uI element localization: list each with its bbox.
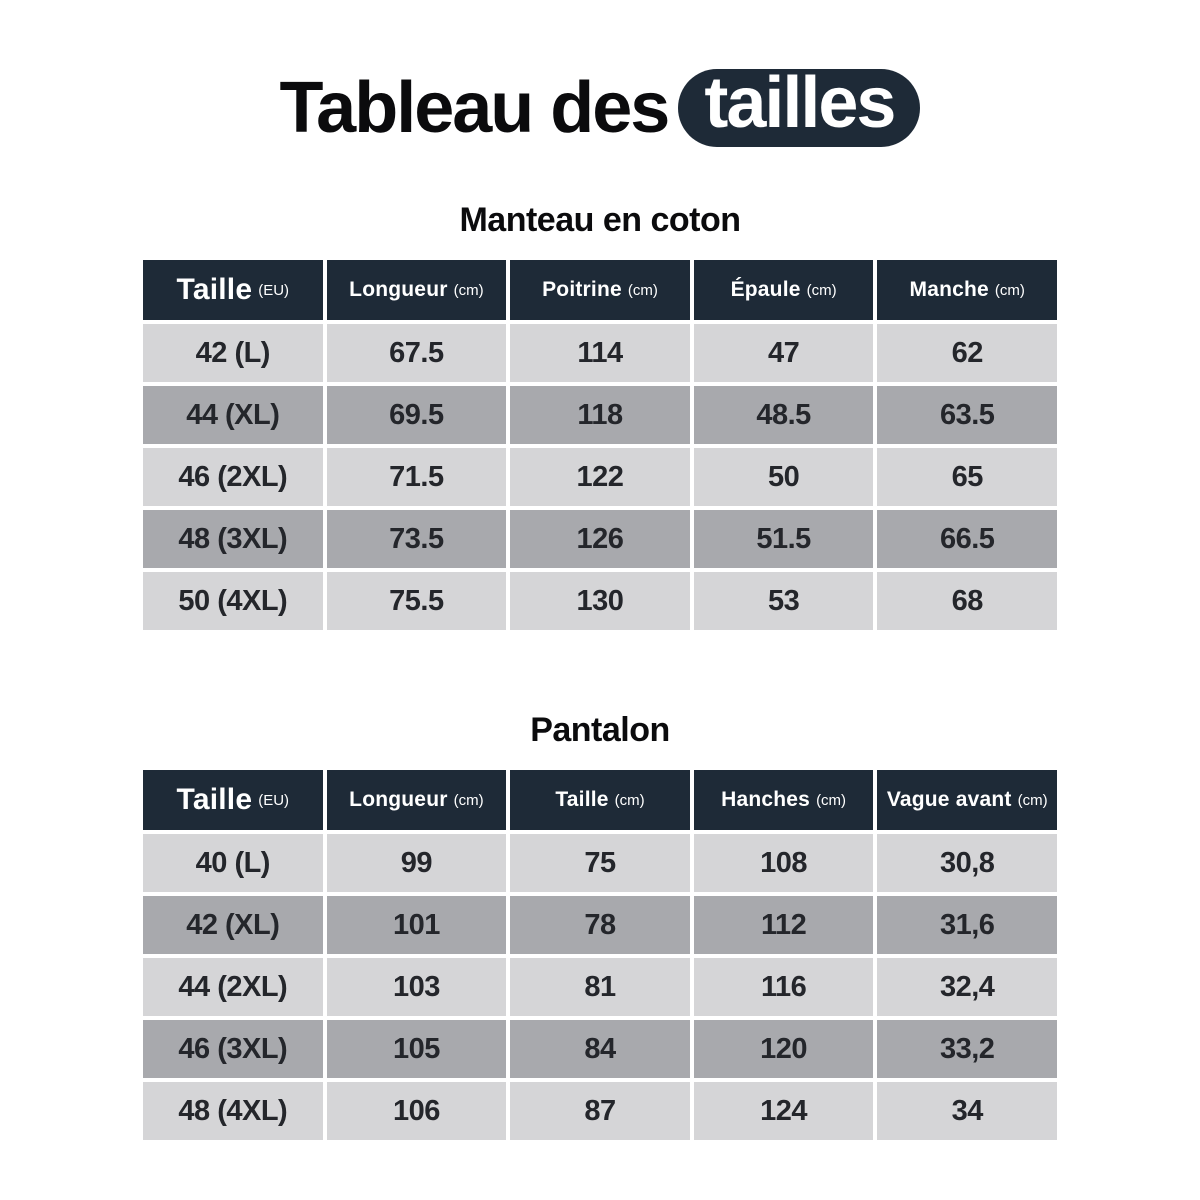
column-header-unit: (cm) — [614, 791, 645, 809]
column-header-label: Manche — [909, 278, 989, 301]
size-cell: 50 (4XL) — [143, 572, 323, 630]
column-header-hanches — [694, 770, 874, 830]
value-cell: 130 — [510, 572, 690, 630]
value-cell: 99 — [327, 834, 507, 892]
value-cell: 101 — [327, 896, 507, 954]
value-cell: 63.5 — [877, 386, 1057, 444]
value-cell: 84 — [510, 1020, 690, 1078]
section-coat — [143, 200, 1057, 630]
column-header-taille-cm — [510, 770, 690, 830]
value-cell: 106 — [327, 1082, 507, 1140]
value-cell: 112 — [694, 896, 874, 954]
value-cell: 118 — [510, 386, 690, 444]
value-cell: 31,6 — [877, 896, 1057, 954]
column-header-taille-eu — [143, 770, 323, 830]
column-header-label: Vague avant — [886, 788, 1012, 811]
value-cell: 69.5 — [327, 386, 507, 444]
column-header-unit: (cm) — [806, 281, 837, 299]
column-header-unit: (cm) — [627, 281, 658, 299]
size-cell: 46 (3XL) — [143, 1020, 323, 1078]
column-header-unit: (cm) — [994, 281, 1025, 299]
value-cell: 47 — [694, 324, 874, 382]
pants-size-table — [143, 770, 1057, 1140]
value-cell: 71.5 — [327, 448, 507, 506]
value-cell: 48.5 — [694, 386, 874, 444]
size-chart-page — [143, 0, 1057, 1140]
column-header-label: Taille — [176, 273, 253, 306]
value-cell: 65 — [877, 448, 1057, 506]
value-cell: 62 — [877, 324, 1057, 382]
column-header-label: Hanches — [721, 788, 811, 811]
column-header-taille-eu — [143, 260, 323, 320]
value-cell: 67.5 — [327, 324, 507, 382]
value-cell: 73.5 — [327, 510, 507, 568]
column-header-vague-avant — [877, 770, 1057, 830]
column-header-label: Épaule — [730, 278, 801, 301]
value-cell: 50 — [694, 448, 874, 506]
column-header-unit: (cm) — [453, 791, 484, 809]
column-header-label: Taille — [555, 788, 609, 811]
value-cell: 124 — [694, 1082, 874, 1140]
column-header-epaule — [694, 260, 874, 320]
column-header-unit: (EU) — [258, 791, 290, 809]
value-cell: 105 — [327, 1020, 507, 1078]
size-cell: 44 (XL) — [143, 386, 323, 444]
column-header-label: Poitrine — [542, 278, 622, 301]
size-cell: 48 (4XL) — [143, 1082, 323, 1140]
value-cell: 75 — [510, 834, 690, 892]
value-cell: 87 — [510, 1082, 690, 1140]
column-header-poitrine — [510, 260, 690, 320]
value-cell: 108 — [694, 834, 874, 892]
title-highlight-pill: tailles — [678, 69, 920, 147]
value-cell: 81 — [510, 958, 690, 1016]
value-cell: 103 — [327, 958, 507, 1016]
page-title-text: Tableau des — [279, 68, 669, 148]
size-cell: 40 (L) — [143, 834, 323, 892]
column-header-longueur — [327, 260, 507, 320]
value-cell: 116 — [694, 958, 874, 1016]
value-cell: 120 — [694, 1020, 874, 1078]
value-cell: 114 — [510, 324, 690, 382]
value-cell: 51.5 — [694, 510, 874, 568]
coat-size-table — [143, 260, 1057, 630]
value-cell: 33,2 — [877, 1020, 1057, 1078]
size-cell: 42 (XL) — [143, 896, 323, 954]
size-cell: 46 (2XL) — [143, 448, 323, 506]
column-header-unit: (cm) — [1017, 791, 1048, 809]
value-cell: 75.5 — [327, 572, 507, 630]
size-cell: 48 (3XL) — [143, 510, 323, 568]
size-cell: 44 (2XL) — [143, 958, 323, 1016]
section-title-coat: Manteau en coton — [459, 201, 741, 239]
value-cell: 122 — [510, 448, 690, 506]
section-pants — [143, 710, 1057, 1140]
value-cell: 78 — [510, 896, 690, 954]
value-cell: 66.5 — [877, 510, 1057, 568]
column-header-unit: (cm) — [453, 281, 484, 299]
value-cell: 34 — [877, 1082, 1057, 1140]
column-header-label: Taille — [176, 783, 253, 816]
column-header-unit: (cm) — [816, 791, 847, 809]
column-header-unit: (EU) — [258, 281, 290, 299]
value-cell: 30,8 — [877, 834, 1057, 892]
column-header-label: Longueur — [349, 278, 448, 301]
column-header-label: Longueur — [349, 788, 448, 811]
value-cell: 126 — [510, 510, 690, 568]
column-header-longueur — [327, 770, 507, 830]
section-title-pants: Pantalon — [530, 711, 670, 749]
page-title — [143, 63, 1057, 148]
value-cell: 53 — [694, 572, 874, 630]
value-cell: 32,4 — [877, 958, 1057, 1016]
value-cell: 68 — [877, 572, 1057, 630]
column-header-manche — [877, 260, 1057, 320]
size-cell: 42 (L) — [143, 324, 323, 382]
